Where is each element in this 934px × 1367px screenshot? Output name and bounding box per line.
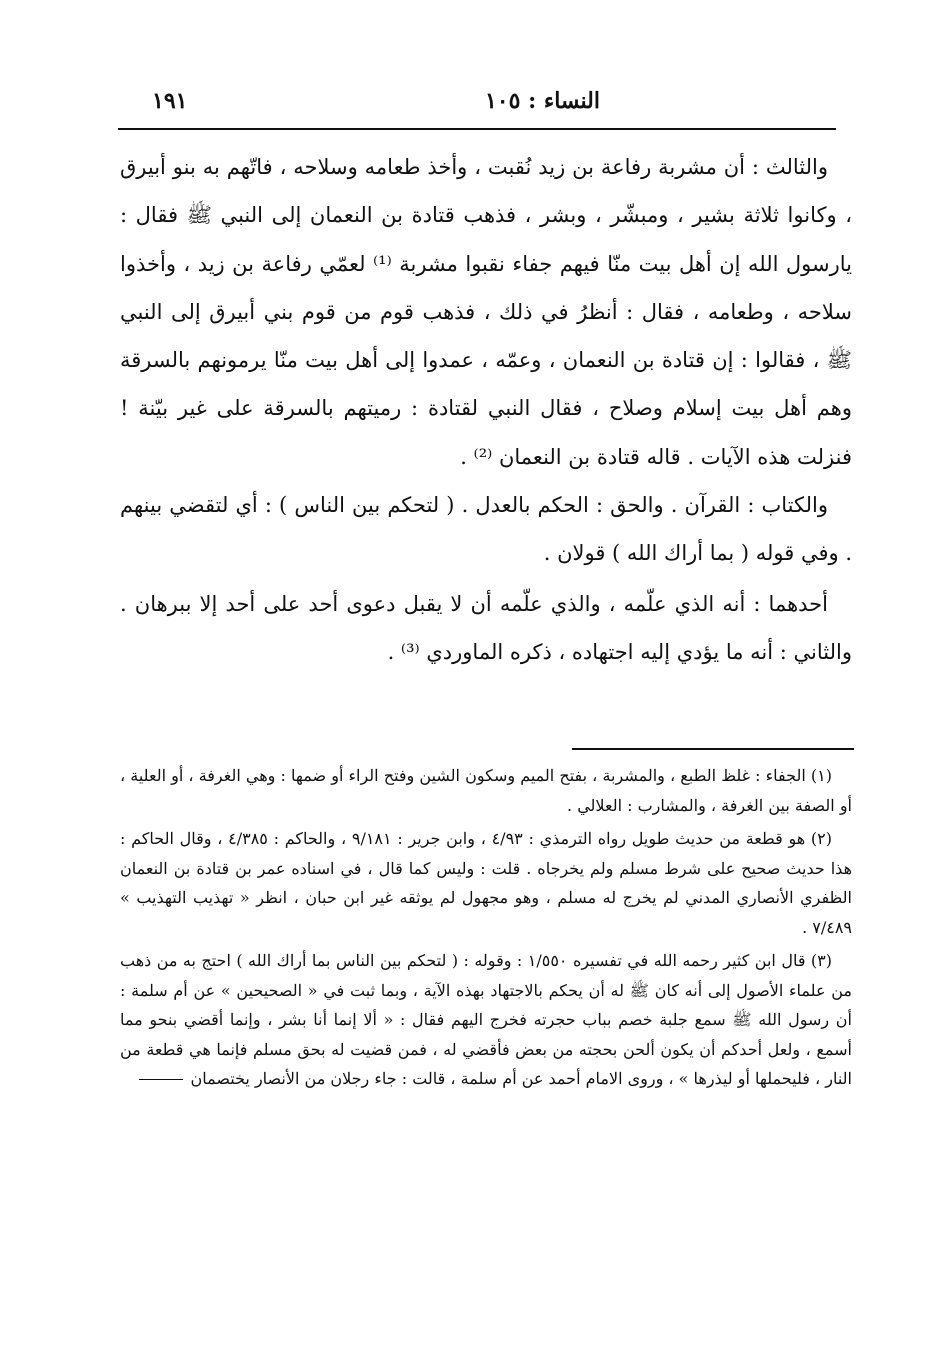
surah-verse-title: النساء : ١٠٥	[484, 88, 600, 114]
page-number: ١٩١	[152, 88, 188, 114]
footnote-3-text: (٣) قال ابن كثير رحمه الله في تفسيره ١/٥٥٠ : وقوله : ( لتحكم بين الناس بما أراك الله ) احتج به من ذهب من علماء الأصول إلى أنه كان ﷺ له أن يحكم بالاجتهاد بهذه الآية ، وبما ثبت في « الصحيحين » عن أم سلمة : أن رسول الله ﷺ سمع جلبة خصم بباب حجرته فخرج اليهم فقال : « ألا إنما أنا بشر ، وإنما أقضي بنحو مما أسمع ، ولعل أحدكم أن يكون ألحن بحجته من بعض فأقضي له ، فمن قضيت له بحق مسلم فإنما هي قطعة من النار ، فليحملها أو ليذرها » ، وروى الامام أحمد عن أم سلمة ، قالت : جاء رجلان من الأنصار يختصمان	[120, 951, 853, 1088]
page-header	[120, 82, 836, 122]
footnote-1: (١) الجفاء : غلظ الطبع ، والمشربة ، بفتح الميم وسكون الشين وفتح الراء أو ضمها : وهي الغرفة ، أو العلية ، أو الصفة بين الغرفة ، والمشارب : العلالي .	[120, 766, 852, 815]
paragraph-two-opinions: أحدهما : أنه الذي علّمه ، والذي علّمه أن لا يقبل دعوى أحد على أحد إلا ببرهان . والثاني : أنه ما يؤدي إليه اجتهاده ، ذكره الماوردي ⁽³⁾ .	[120, 591, 852, 664]
footnotes	[120, 761, 852, 1094]
main-text	[120, 143, 852, 676]
continuation-dash	[139, 1079, 183, 1080]
footnote-divider	[572, 748, 854, 750]
header-divider	[118, 128, 836, 130]
footnote-2: (٢) هو قطعة من حديث طويل رواه الترمذي : ٤/٩٣ ، وابن جرير : ٩/١٨١ ، والحاكم : ٤/٣٨٥ ، وقال الحاكم : هذا حديث صحيح على شرط مسلم ولم يخرجاه . قلت : وليس كما قال ، في اسناده عمر بن قتادة بن النعمان الظفري الأنصاري المدني لم يخرج له مسلم ، وهو مجهول لم يوثقه غير ابن حبان ، انظر « تهذيب التهذيب » ٧/٤٨٩ .	[120, 829, 853, 937]
footnote-3	[120, 946, 852, 1094]
paragraph-third-opinion: والثالث : أن مشربة رفاعة بن زيد نُقبت ، وأخذ طعامه وسلاحه ، فاتّهم به بنو أبيرق ، وكانوا ثلاثة بشير ، ومبشّر ، وبشر ، فذهب قتادة بن النعمان إلى النبي ﷺ فقال : يارسول الله إن أهل بيت منّا فيهم جفاء نقبوا مشربة ⁽¹⁾ لعمّي رفاعة بن زيد ، وأخذوا سلاحه ، وطعامه ، فقال : أنظرُ في ذلك ، فذهب قوم من قوم بني أبيرق إلى النبي ﷺ ، فقالوا : إن قتادة بن النعمان ، وعمّه ، عمدوا إلى أهل بيت منّا يرمونهم بالسرقة وهم أهل بيت إسلام وصلاح ، فقال النبي لقتادة : رميتهم بالسرقة على غير بيّنة ! فنزلت هذه الآيات . قاله قتادة بن النعمان ⁽²⁾ .	[120, 155, 852, 469]
paragraph-book-definition: والكتاب : القرآن . والحق : الحكم بالعدل . ( لتحكم بين الناس ) : أي لتقضي بينهم . وفي قوله ( بما أراك الله ) قولان .	[120, 493, 852, 566]
